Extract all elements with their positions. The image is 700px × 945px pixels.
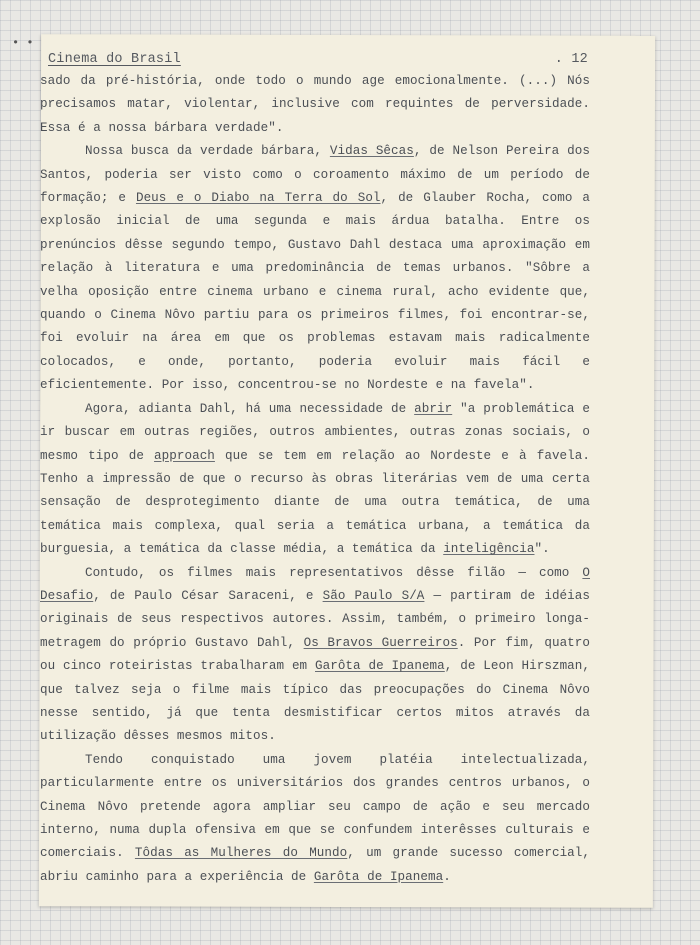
text-segment: , de Nelson Pereira dos Santos, poderia ser visto como o coroamento máximo de um período de formação; e [40, 144, 590, 206]
text-segment: — partiram de idéias originais de seus respectivos autores. Assim, também, o primeiro longa-metragem do próprio Gustavo Dahl, [40, 588, 590, 650]
film-title: O Desafio [40, 565, 590, 603]
paragraph-5 [40, 749, 590, 889]
film-title: Tôdas as Mulheres do Mundo [134, 846, 348, 861]
text-segment: que se tem em relação ao Nordeste e à favela. Tenho a impressão de que o recurso às obras literárias vem de uma certa sensação de desprotegimento diante de uma outra temática, de uma temática mais complexa, qual seria a temática urbana, a temática da burguesia, a temática da classe média, a temática da [40, 448, 590, 557]
text-segment: sado da pré-história, onde todo o mundo age emocionalmente. (...) Nós precisamos matar, violentar, inclusive com requintes de perversidade. Essa é a nossa bárbara verdade". [40, 74, 590, 135]
film-title: Deus e o Diabo na Terra do Sol [135, 191, 381, 206]
text-segment: , de Leon Hirszman, que talvez seja o filme mais típico das preocupações do Cinema Nôvo nesse sentido, já que tenta desmistificar certos mitos através da utilização dêsses mesmos mitos. [40, 659, 590, 744]
film-title: Os Bravos Guerreiros [303, 635, 458, 650]
paragraph-4 [40, 562, 590, 749]
paragraph-3 [40, 398, 590, 562]
text-segment: , de Glauber Rocha, como a explosão inicial de uma segunda e mais árdua batalha. Entre os prenúncios dêsse segundo tempo, Gustavo Dahl destaca uma aproximação em relação à literatura e uma predominância de temas urbanos. "Sôbre a velha oposição entre cinema urbano e cinema rural, acho evidente que, quando o Cinema Nôvo partiu para os primeiros filmes, foi encontrar-se, foi evoluir na área em que os problemas estavam mais radicalmente colocados, e onde, portanto, poderia evoluir mais fácil e eficientemente. Por isso, concentrou-se no Nordeste e na favela". [40, 191, 590, 393]
film-title: Garôta de Ipanema [315, 659, 445, 674]
film-title: São Paulo S/A [322, 588, 425, 603]
emphasis: abrir [414, 401, 453, 416]
document-title: Cinema do Brasil [48, 52, 181, 67]
text-segment: , de Paulo César Saraceni, e [93, 588, 323, 603]
page-number: . 12 [554, 52, 588, 67]
text-segment: . [443, 869, 451, 884]
page-header [48, 52, 588, 72]
text-segment: , um grande sucesso comercial, abriu caminho para a experiência de [40, 846, 590, 884]
film-title: Garôta de Ipanema [313, 869, 444, 884]
paragraph-2 [40, 140, 590, 397]
text-segment: "a problemática e ir buscar em outras regiões, outros ambientes, outras zonas sociais, o mesmo tipo de [40, 401, 591, 463]
paragraph-1 [40, 70, 590, 140]
text-segment: Contudo, os filmes mais representativos dêsse filão — como [85, 565, 583, 580]
body-text [40, 70, 590, 889]
text-segment: Tendo conquistado uma jovem platéia intelectualizada, particularmente entre os universitários dos grandes centros urbanos, o Cinema Nôvo pretende agora ampliar seu campo de ação e seu mercado interno, numa dupla ofensiva em que se confundem interêsses culturais e comerciais. [40, 752, 590, 861]
text-segment: Nossa busca da verdade bárbara, [85, 144, 330, 159]
film-title: Vidas Sêcas [329, 144, 414, 159]
emphasis: approach [154, 448, 215, 463]
text-segment: . Por fim, quatro ou cinco roteiristas trabalharam em [40, 635, 591, 674]
punch-marks: • • [12, 36, 34, 50]
text-segment: ". [534, 542, 550, 557]
emphasis: inteligência [443, 542, 535, 557]
text-segment: Agora, adianta Dahl, há uma necessidade de [85, 401, 415, 416]
